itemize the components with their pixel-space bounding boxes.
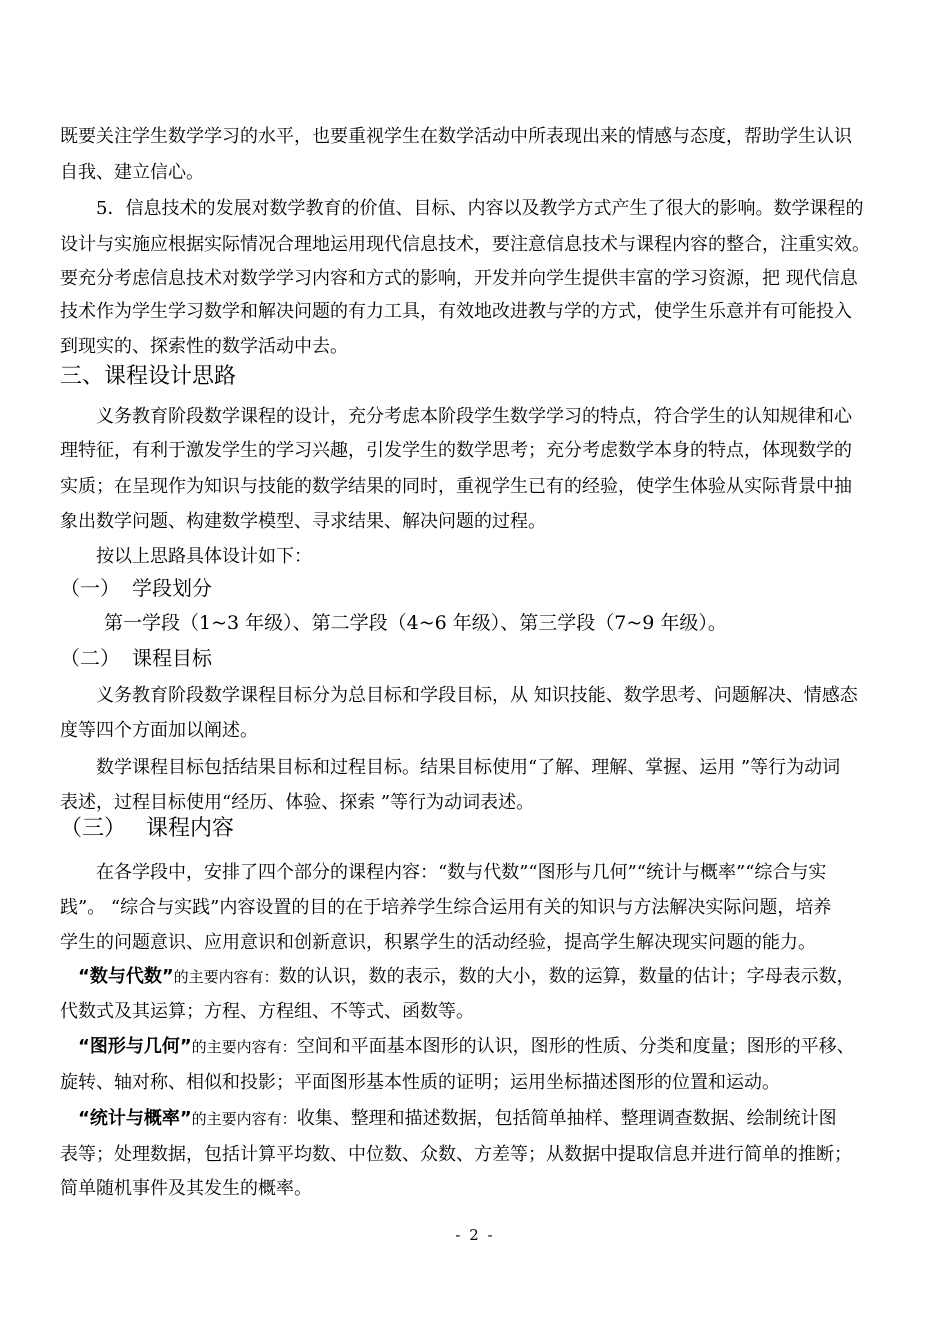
paragraph-line: 实质；在呈现作为知识与技能的数学结果的同时，重视学生已有的经验，使学生体验从实际背景中抽 xyxy=(60,476,852,497)
subsection-title: 课程目标 xyxy=(132,646,212,670)
paragraph-line: 代数式及其运算；方程、方程组、不等式、函数等。 xyxy=(60,1001,474,1022)
content-item-numbers xyxy=(78,964,905,990)
subsection-title: 课程内容 xyxy=(146,816,235,841)
paragraph-line: 在各学段中，安排了四个部分的课程内容：“数与代数”“图形与几何”“统计与概率”“综合与实 xyxy=(96,862,827,883)
content-item-intro: 的主要内容有： xyxy=(191,1110,297,1128)
paragraph-line: 义务教育阶段数学课程目标分为总目标和学段目标，从 知识技能、数学思考、问题解决、情感态 xyxy=(96,685,858,706)
content-item-statistics xyxy=(78,1106,905,1132)
paragraph-line: 学生的问题意识、应用意识和创新意识，积累学生的活动经验，提高学生解决现实问题的能力。 xyxy=(60,932,816,953)
subsection-number: （二） xyxy=(60,646,120,670)
paragraph-line: 技术作为学生学习数学和解决问题的有力工具，有效地改进教与学的方式，使学生乐意并有可能投入 xyxy=(60,301,852,322)
content-item-lead: “数与代数” xyxy=(78,966,174,987)
content-item-text: 数的认识，数的表示，数的大小，数的运算，数量的估计；字母表示数， xyxy=(278,966,855,987)
content-item-intro: 的主要内容有： xyxy=(173,968,279,986)
content-item-geometry xyxy=(78,1034,905,1060)
subsection-number: （一） xyxy=(60,576,120,600)
content-item-text: 空间和平面基本图形的认识，图形的性质、分类和度量；图形的平移、 xyxy=(296,1036,855,1057)
paragraph-line: 度等四个方面加以阐述。 xyxy=(60,720,258,741)
subsection-heading xyxy=(60,644,212,672)
subsection-number: （三） xyxy=(60,816,127,841)
paragraph-line: 简单随机事件及其发生的概率。 xyxy=(60,1178,312,1199)
paragraph-line: 设计与实施应根据实际情况合理地运用现代信息技术，要注意信息技术与课程内容的整合，注重实效。 xyxy=(60,234,870,255)
paragraph-line: 到现实的、探索性的数学活动中去。 xyxy=(60,336,348,357)
paragraph-line: 表等；处理数据，包括计算平均数、中位数、众数、方差等；从数据中提取信息并进行简单的推断； xyxy=(60,1144,852,1165)
paragraph-line: 数学课程目标包括结果目标和过程目标。结果目标使用“了解、理解、掌握、运用 ”等行为动词 xyxy=(96,757,841,778)
paragraph-line: 表述，过程目标使用“经历、体验、探索 ”等行为动词表述。 xyxy=(60,792,535,813)
paragraph-line: 义务教育阶段数学课程的设计，充分考虑本阶段学生数学学习的特点，符合学生的认知规律和心 xyxy=(96,406,852,427)
subsection-heading xyxy=(60,574,212,602)
paragraph-line: 象出数学问题、构建数学模型、寻求结果、解决问题的过程。 xyxy=(60,511,546,532)
paragraph-line: 自我、建立信心。 xyxy=(60,162,204,183)
paragraph-line: 践”。 “综合与实践”内容设置的目的在于培养学生综合运用有关的知识与方法解决实际问题，培养 xyxy=(60,897,832,918)
content-item-intro: 的主要内容有： xyxy=(191,1038,297,1056)
page-number: - 2 - xyxy=(455,1226,495,1244)
stage-division-text: 第一学段（1~3 年级）、第二学段（4~6 年级）、第三学段（7~9 年级）。 xyxy=(104,612,727,634)
paragraph-line: 要充分考虑信息技术对数学学习内容和方式的影响，开发并向学生提供丰富的学习资源，把 现代信息 xyxy=(60,268,858,289)
paragraph-line: 理特征，有利于激发学生的学习兴趣，引发学生的数学思考；充分考虑数学本身的特点，体现数学的 xyxy=(60,440,852,461)
content-item-lead: “图形与几何” xyxy=(78,1036,192,1057)
section-heading: 三、课程设计思路 xyxy=(60,364,237,389)
content-item-lead: “统计与概率” xyxy=(78,1108,192,1129)
paragraph-line: 既要关注学生数学学习的水平，也要重视学生在数学活动中所表现出来的情感与态度，帮助学生认识 xyxy=(60,126,852,147)
paragraph-line: 按以上思路具体设计如下： xyxy=(96,546,312,567)
subsection-heading xyxy=(60,815,234,843)
content-item-text: 收集、整理和描述数据，包括简单抽样、整理调查数据、绘制统计图 xyxy=(296,1108,837,1129)
subsection-title: 学段划分 xyxy=(132,576,212,600)
paragraph-line: 5．信息技术的发展对数学教育的价值、目标、内容以及教学方式产生了很大的影响。数学课程的 xyxy=(96,198,864,219)
paragraph-line: 旋转、轴对称、相似和投影；平面图形基本性质的证明；运用坐标描述图形的位置和运动。 xyxy=(60,1072,780,1093)
